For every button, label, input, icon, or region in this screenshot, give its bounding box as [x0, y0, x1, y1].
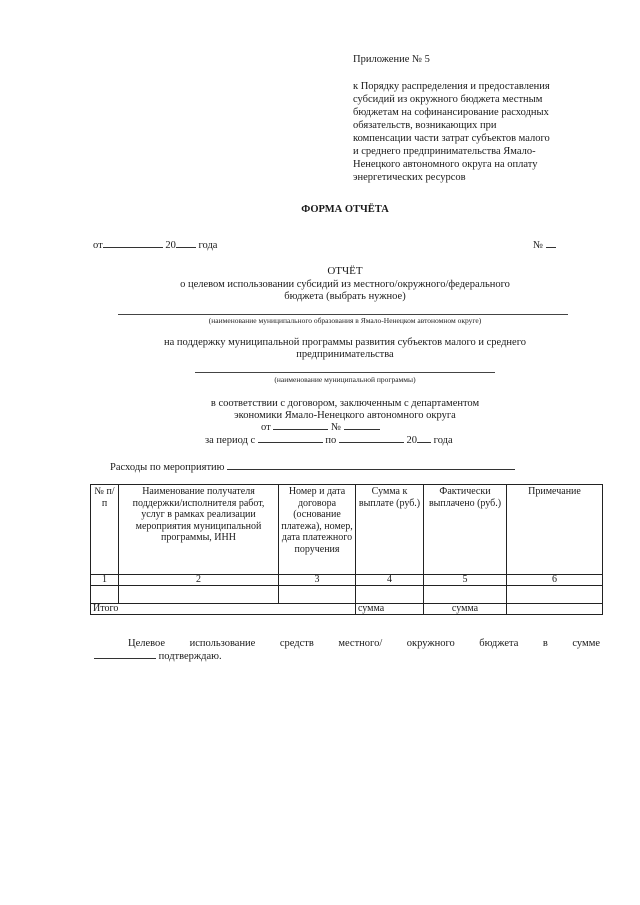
appendix-line: и среднего предпринимательства Ямало- — [353, 146, 536, 157]
table-cell — [507, 604, 603, 615]
date-blank — [103, 247, 163, 248]
table-number-cell: 6 — [507, 575, 603, 586]
appendix-line: энергетических ресурсов — [353, 172, 466, 183]
date-year-prefix: 20 — [165, 240, 176, 251]
table-header-cell: Примечание — [507, 485, 603, 575]
table-header-cell: Сумма к выплате (руб.) — [356, 485, 424, 575]
expenses-blank — [227, 469, 515, 470]
number-label: № — [533, 240, 544, 251]
appendix-line: обязательств, возникающих при — [353, 120, 497, 131]
table-header-cell: Номер и дата договора (основание платежа), номер, дата платежного поручения — [279, 485, 356, 575]
period-end-blank — [339, 442, 404, 443]
table-number-cell: 3 — [279, 575, 356, 586]
report-subtitle: бюджета (выбрать нужное) — [284, 291, 406, 302]
contract-date-line — [261, 422, 380, 435]
contract-no-blank — [344, 429, 380, 430]
program-text: предпринимательства — [296, 349, 394, 360]
period-year-blank — [417, 442, 431, 443]
table-cell — [279, 586, 356, 604]
table-number-cell: 4 — [356, 575, 424, 586]
contract-date-blank — [273, 429, 328, 430]
table-cell — [424, 586, 507, 604]
table-cell — [119, 586, 279, 604]
document-number — [533, 240, 556, 253]
period-prefix: за период с — [205, 435, 256, 446]
report-subtitle: о целевом использовании субсидий из местного/окружного/федерального — [180, 279, 510, 290]
total-sum-cell: сумма — [424, 604, 507, 615]
period-to: по — [325, 435, 337, 446]
confirmation-line — [94, 651, 222, 664]
period-start-blank — [258, 442, 323, 443]
table-cell — [91, 586, 119, 604]
table-header-cell: Фактически выплачено (руб.) — [424, 485, 507, 575]
report-title: ОТЧЁТ — [327, 265, 363, 277]
appendix-line: Ненецкого автономного округа на оплату — [353, 159, 538, 170]
year-blank — [176, 247, 196, 248]
date-line — [93, 240, 217, 253]
expenses-line — [110, 462, 515, 475]
period-year: 20 — [406, 435, 418, 446]
expenses-label: Расходы по мероприятию — [110, 462, 225, 473]
table-total-row — [91, 604, 603, 615]
contract-no-label: № — [330, 422, 341, 433]
confirmation-text: Целевое использование средств местного/ окружного бюджета в сумме — [128, 638, 600, 649]
table-header-cell: Наименование получателя поддержки/исполнителя работ, услуг в рамках реализации мероприятия муниципальной программы, ИНН — [119, 485, 279, 575]
municipality-line — [118, 314, 568, 315]
appendix-line: компенсации части затрат субъектов малого — [353, 133, 550, 144]
program-text: на поддержку муниципальной программы развития субъектов малого и среднего — [163, 337, 526, 348]
contract-text: в соответствии с договором, заключенным с департаментом — [210, 398, 480, 409]
number-blank — [546, 247, 556, 248]
confirmation-end: подтверждаю. — [158, 651, 222, 662]
total-sum-cell: сумма — [356, 604, 424, 615]
table-row — [91, 586, 603, 604]
table-header-row — [91, 485, 603, 575]
confirmation-sum-blank — [94, 658, 156, 659]
table-cell — [356, 586, 424, 604]
table-number-row — [91, 575, 603, 586]
appendix-line: бюджетам на софинансирование расходных — [353, 107, 549, 118]
program-caption: (наименование муниципальной программы) — [274, 375, 416, 384]
date-from-label: от — [93, 240, 103, 251]
appendix-title: Приложение № 5 — [353, 54, 430, 65]
total-label: Итого — [91, 604, 356, 615]
contract-from-label: от — [261, 422, 271, 433]
period-suffix: года — [433, 435, 453, 446]
period-line — [205, 435, 453, 448]
appendix-line: к Порядку распределения и предоставления — [353, 81, 550, 92]
report-table — [90, 484, 603, 615]
municipality-caption: (наименование муниципального образования в Ямало-Ненецком автономном округе) — [208, 316, 482, 325]
table-header-cell: № п/п — [91, 485, 119, 575]
appendix-line: субсидий из окружного бюджета местным — [353, 94, 543, 105]
table-number-cell: 1 — [91, 575, 119, 586]
date-year-suffix: года — [198, 240, 218, 251]
table-number-cell: 2 — [119, 575, 279, 586]
program-line — [195, 372, 495, 373]
contract-text: экономики Ямало-Ненецкого автономного округа — [234, 410, 456, 421]
table-cell — [507, 586, 603, 604]
table-number-cell: 5 — [424, 575, 507, 586]
form-title: ФОРМА ОТЧЁТА — [301, 204, 389, 215]
